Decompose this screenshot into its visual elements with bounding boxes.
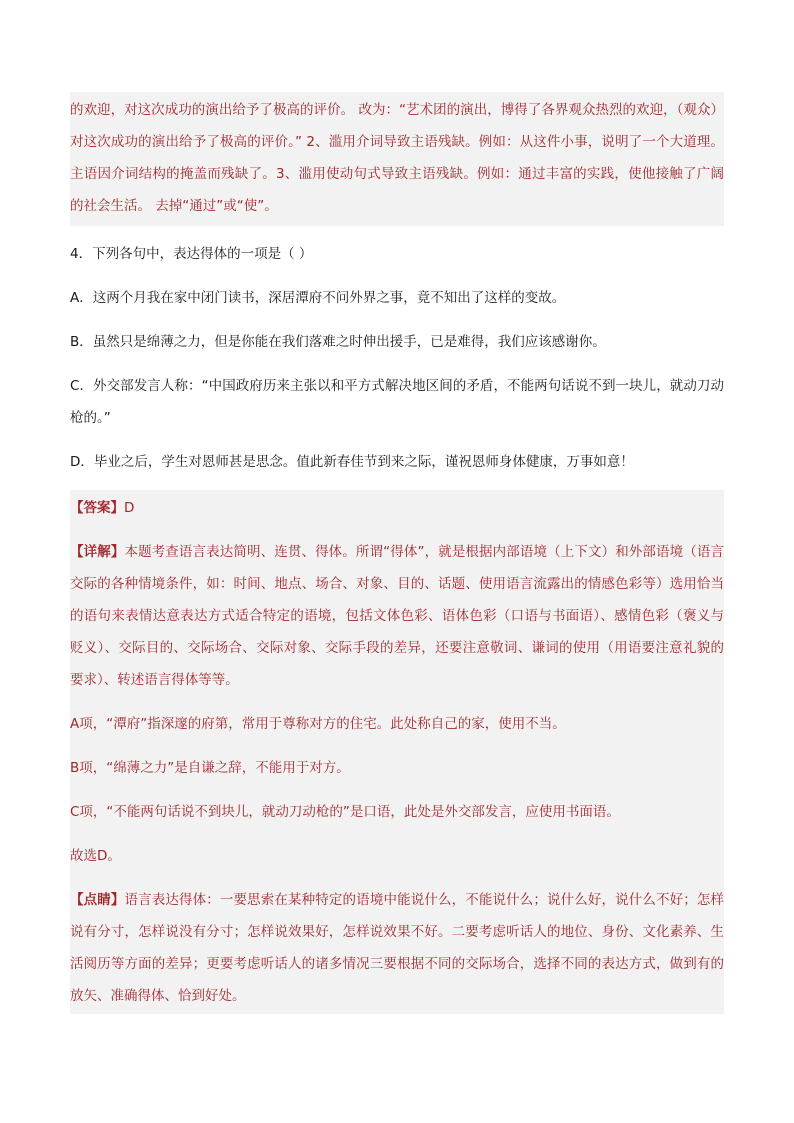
detail-item-c: C项，“不能两句话说不到块儿，就动刀动枪的”是口语，此处是外交部发言，应使用书面语。	[70, 804, 620, 820]
answer-explanation-box	[70, 490, 724, 1014]
answer-value: D	[124, 500, 135, 516]
pointer-label: 【点睛】	[70, 892, 125, 908]
question-4	[70, 238, 724, 478]
detail-conclusion: 故选D。	[70, 848, 121, 864]
previous-explanation-text: 的欢迎，对这次成功的演出给予了极高的评价。 改为：“艺术团的演出，博得了各界观众热烈的欢迎，（观众）对这次成功的演出给予了极高的评价。” 2、滥用介词导致主语残缺。例如：从这件小事，说明了一个大道理。 主语因介词结构的掩盖而残缺了。3、滥用使动句式导致主语残缺。例如：通过丰富的实践，使他接触了广阔的社会生活。 去掉“通过”或“使”。	[70, 102, 724, 214]
detail-item-a: A项，“潭府”指深邃的府第，常用于尊称对方的住宅。此处称自己的家，使用不当。	[70, 716, 566, 732]
option-a: A．这两个月我在家中闭门读书，深居潭府不问外界之事，竟不知出了这样的变故。	[70, 290, 566, 306]
detail-text: 本题考查语言表达简明、连贯、得体。所谓“得体”，就是根据内部语境（上下文）和外部语境（语言交际的各种情境条件，如：时间、地点、场合、对象、目的、话题、使用语言流露出的情感色彩等）选用恰当的语句来表情达意表达方式适合特定的语境，包括文体色彩、语体色彩（口语与书面语）、感情色彩（褒义与贬义）、交际目的、交际场合、交际对象、交际手段的差异，还要注意敬词、谦词的使用（用语要注意礼貌的要求）、转述语言得体等等。	[70, 544, 724, 688]
previous-explanation-box	[70, 92, 724, 226]
answer-label: 【答案】	[70, 500, 124, 516]
option-c: C．外交部发言人称：“中国政府历来主张以和平方式解决地区间的矛盾，不能两句话说不到一块儿，就动刀动枪的。”	[70, 378, 724, 426]
pointer-text: 语言表达得体：一要思索在某种特定的语境中能说什么，不能说什么；说什么好，说什么不好；怎样说有分寸，怎样说没有分寸；怎样说效果好，怎样说效果不好。二要考虑听话人的地位、身份、文化素养、生活阅历等方面的差异；更要考虑听话人的诸多情况三要根据不同的交际场合，选择不同的表达方式，做到有的放矢、准确得体、恰到好处。	[70, 892, 725, 1004]
question-stem: 4．下列各句中，表达得体的一项是（ ）	[70, 246, 313, 262]
pointer-paragraph	[70, 884, 724, 1012]
option-b: B．虽然只是绵薄之力，但是你能在我们落难之时伸出援手，已是难得，我们应该感谢你。	[70, 334, 606, 350]
option-d: D．毕业之后，学生对恩师甚是思念。值此新春佳节到来之际，谨祝恩师身体健康，万事如意！	[70, 454, 634, 470]
detail-label: 【详解】	[70, 544, 125, 560]
document-page	[70, 92, 724, 1014]
detail-item-b: B项，“绵薄之力”是自谦之辞，不能用于对方。	[70, 760, 350, 776]
detail-paragraph	[70, 536, 724, 696]
answer-line	[70, 492, 724, 524]
